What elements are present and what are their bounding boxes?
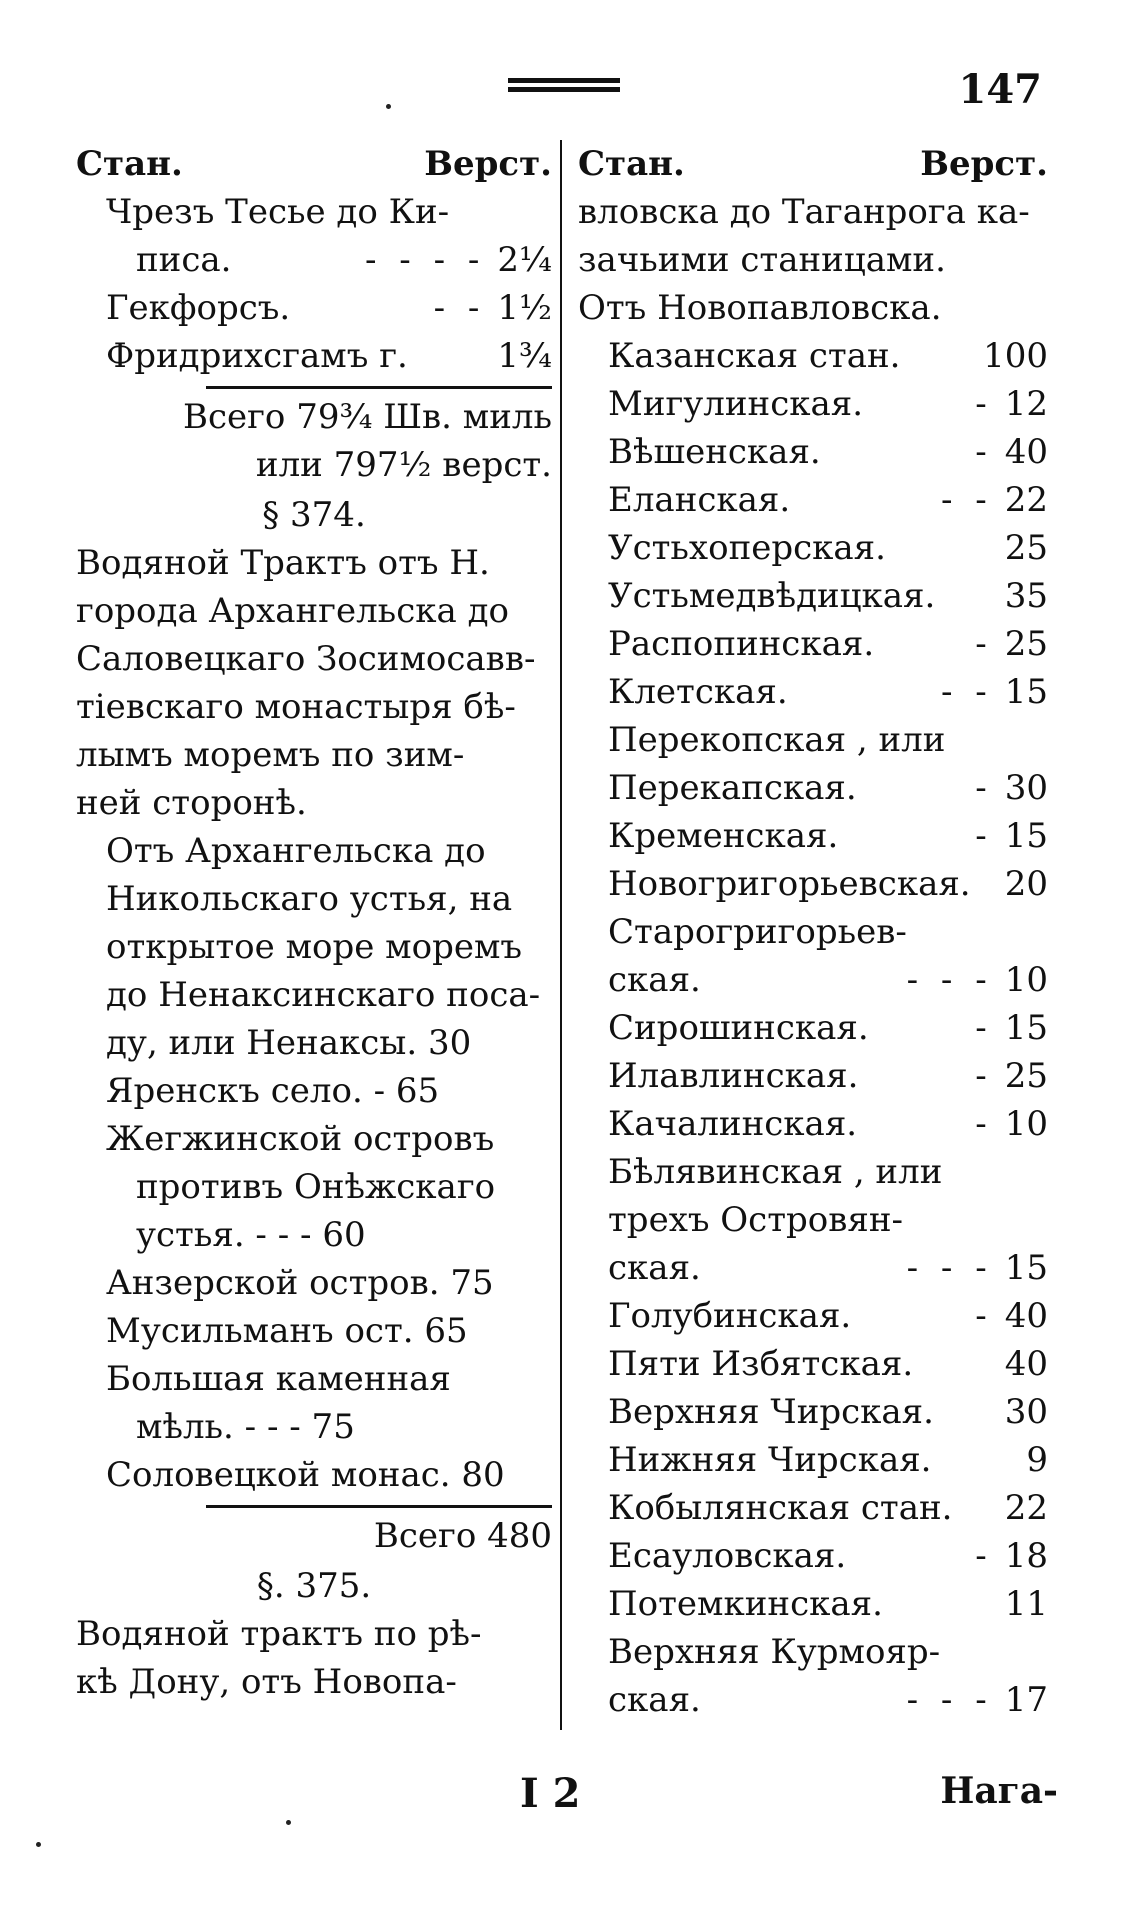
station-distance: 100 (983, 336, 1048, 376)
station-name: Голубинская. (608, 1296, 852, 1336)
station-row (578, 380, 1048, 428)
station-distance: 25 (1004, 624, 1048, 664)
station-row (578, 1484, 1048, 1532)
column-divider (560, 140, 562, 1730)
station-row (578, 1052, 1048, 1100)
station-row (578, 1292, 1048, 1340)
total-rule (206, 1505, 552, 1508)
text-line: Водяной трактъ по рѣ- (76, 1614, 482, 1654)
route-item (76, 1307, 552, 1355)
station-row (76, 332, 552, 380)
station-row (578, 620, 1048, 668)
station-name: трехъ Островян- (608, 1200, 904, 1240)
page-number: 147 (958, 66, 1042, 113)
right-column-header (578, 140, 1048, 188)
leader-dashes: - - - - (365, 240, 486, 280)
station-distance: 15 (1004, 1008, 1048, 1048)
station-name: Старогригорьев- (608, 912, 907, 952)
leader-dashes: - (975, 624, 993, 664)
station-name: Качалинская. (608, 1104, 858, 1144)
leader-dashes (935, 572, 1004, 620)
text-line: Анзерской остров. 75 (106, 1263, 494, 1303)
leader-dashes: - (975, 1296, 993, 1336)
leader-dashes (907, 908, 1048, 956)
text-line: Большая каменная (106, 1359, 451, 1399)
station-name: Бѣлявинская , или (608, 1152, 943, 1192)
text-line: противъ Онѣжскаго (136, 1167, 496, 1207)
station-distance: 35 (1004, 576, 1048, 616)
left-column (76, 140, 552, 1706)
ink-speck (286, 1820, 291, 1825)
text-line: устья. - - - 60 (136, 1215, 366, 1255)
text-line: мѣль. - - - 75 (136, 1407, 355, 1447)
station-distance: 18 (1004, 1536, 1048, 1576)
station-name: Устьхоперская. (608, 528, 886, 568)
leader-dashes (913, 1340, 1005, 1388)
leader-dashes (945, 716, 1048, 764)
leader-dashes (903, 1196, 1048, 1244)
station-name: Перекапская. (608, 768, 857, 808)
leader-dashes: - (975, 1008, 993, 1048)
route-list (76, 1067, 552, 1499)
catchword: Нага- (940, 1770, 1058, 1812)
station-distance: 1¾ (497, 336, 552, 376)
leader-dashes: - - - (906, 960, 993, 1000)
station-name: Верхняя Чирская. (608, 1392, 934, 1432)
leader-dashes (931, 1436, 1026, 1484)
station-name: Кременская. (608, 816, 839, 856)
route-item (76, 1067, 552, 1115)
text-line: Отъ Архангельска до (106, 831, 486, 871)
text-line: открытое море моремъ (106, 927, 523, 967)
station-row (578, 764, 1048, 812)
leader-dashes: - - (433, 288, 486, 328)
station-name: Потемкинская. (608, 1584, 883, 1624)
text-line: кѣ Дону, отъ Новопа- (76, 1662, 457, 1702)
total-line: или 797½ верст. (255, 445, 552, 485)
station-row (578, 428, 1048, 476)
station-row (578, 572, 1048, 620)
station-name: Пяти Избятская. (608, 1344, 914, 1384)
leader-dashes (408, 332, 498, 380)
station-distance: 30 (1004, 1392, 1048, 1432)
station-distance: 40 (1004, 432, 1048, 472)
station-distance: 40 (1004, 1344, 1048, 1384)
text-line: лымъ моремъ по зим- (76, 735, 465, 775)
station-row (76, 236, 552, 284)
leader-dashes: - (975, 816, 993, 856)
paragraph (76, 1610, 552, 1706)
station-row (578, 1676, 1048, 1724)
station-name: Вѣшенская. (608, 432, 821, 472)
text-line: Водяной Трактъ отъ Н. (76, 543, 490, 583)
station-distance: 25 (1004, 1056, 1048, 1096)
station-row (578, 332, 1048, 380)
station-distance: 10 (1004, 960, 1048, 1000)
station-row (578, 1244, 1048, 1292)
station-name: Есауловская. (608, 1536, 847, 1576)
route-item (76, 1259, 552, 1307)
leader-dashes: - (975, 432, 993, 472)
total-line: Всего 79¾ Шв. миль (182, 397, 552, 437)
text-line: вловска до Таганрога ка- (578, 192, 1030, 232)
station-name: Кобылянская стан. (608, 1488, 953, 1528)
station-row (578, 716, 1048, 764)
station-row (578, 524, 1048, 572)
leader-dashes (971, 860, 1005, 908)
text-line: до Ненаксинскаго поса- (106, 975, 541, 1015)
station-row (578, 1436, 1048, 1484)
ink-speck (386, 104, 391, 109)
station-name: Распопинская. (608, 624, 875, 664)
station-name: писа. (136, 240, 232, 280)
station-distance: 11 (1004, 1584, 1048, 1624)
station-row (578, 860, 1048, 908)
station-name: Мигулинская. (608, 384, 864, 424)
col-header-station: Стан. (578, 144, 685, 184)
station-row (578, 1628, 1048, 1676)
right-station-list (578, 332, 1048, 1724)
left-station-list (76, 284, 552, 380)
station-name: Нижняя Чирская. (608, 1440, 932, 1480)
text-line: Соловецкой монас. 80 (106, 1455, 505, 1495)
total-rule (206, 386, 552, 389)
station-distance: 12 (1004, 384, 1048, 424)
station-row (578, 476, 1048, 524)
right-column (578, 140, 1048, 1724)
signature-mark: I 2 (520, 1770, 581, 1817)
station-name: Еланская. (608, 480, 791, 520)
route-intro (76, 827, 552, 1067)
station-name: ская. (608, 1248, 701, 1288)
station-row (578, 1196, 1048, 1244)
station-distance: 40 (1004, 1296, 1048, 1336)
station-name: Казанская стан. (608, 336, 901, 376)
leader-dashes (942, 1148, 1048, 1196)
col-header-station: Стан. (76, 144, 183, 184)
station-row (578, 1532, 1048, 1580)
leader-dashes (940, 1628, 1048, 1676)
ink-speck (36, 1842, 41, 1847)
leader-dashes (886, 524, 1005, 572)
station-row (578, 812, 1048, 860)
leader-dashes: - (975, 384, 993, 424)
station-distance: 2¼ (497, 240, 552, 280)
col-header-versts: Верст. (424, 144, 552, 184)
station-name: ская. (608, 1680, 701, 1720)
total-line: Всего 480 (373, 1516, 552, 1556)
col-header-versts: Верст. (920, 144, 1048, 184)
station-name: Фридрихсгамъ г. (106, 336, 408, 376)
station-name: Гекфорсъ. (106, 288, 291, 328)
station-distance: 15 (1004, 1248, 1048, 1288)
section-number: §. 375. (256, 1566, 372, 1606)
header-double-rule (508, 78, 620, 92)
text-line: Мусильманъ ост. 65 (106, 1311, 468, 1351)
station-row (578, 908, 1048, 956)
station-row (578, 956, 1048, 1004)
station-name: Устьмедвѣдицкая. (608, 576, 936, 616)
route-item (76, 1355, 552, 1451)
station-row (578, 1148, 1048, 1196)
station-name: ская. (608, 960, 701, 1000)
station-distance: 22 (1004, 480, 1048, 520)
station-distance: 17 (1004, 1680, 1048, 1720)
text-line: города Архангельска до (76, 591, 509, 631)
station-row (578, 668, 1048, 716)
text-line: ду, или Ненаксы. 30 (106, 1023, 472, 1063)
intro-line: Чрезъ Тесье до Ки- (106, 192, 450, 232)
leader-dashes (900, 332, 983, 380)
leader-dashes: - (975, 1536, 993, 1576)
leader-dashes (952, 1484, 1004, 1532)
text-line: Отъ Новопавловска. (578, 288, 942, 328)
left-column-header (76, 140, 552, 188)
station-name: Верхняя Курмояр- (608, 1632, 941, 1672)
leader-dashes: - - (940, 480, 993, 520)
station-name: Перекопская , или (608, 720, 946, 760)
leader-dashes: - - (940, 672, 993, 712)
route-item (76, 1115, 552, 1259)
paragraph (76, 539, 552, 827)
station-name: Клетская. (608, 672, 788, 712)
station-distance: 1½ (497, 288, 552, 328)
station-name: Новогригорьевская. (608, 864, 971, 904)
station-row (578, 1580, 1048, 1628)
section-number: § 374. (262, 495, 366, 535)
station-distance: 15 (1004, 672, 1048, 712)
leader-dashes: - (975, 768, 993, 808)
station-name: Илавлинская. (608, 1056, 859, 1096)
station-distance: 9 (1026, 1440, 1048, 1480)
leader-dashes: - - - (906, 1680, 993, 1720)
text-line: Никольскаго устья, на (106, 879, 513, 919)
text-line: ней сторонѣ. (76, 783, 307, 823)
station-row (578, 1004, 1048, 1052)
leader-dashes (883, 1580, 1005, 1628)
station-distance: 10 (1004, 1104, 1048, 1144)
station-distance: 22 (1004, 1488, 1048, 1528)
text-line: тіевскаго монастыря бѣ- (76, 687, 516, 727)
station-row (578, 1340, 1048, 1388)
station-row (76, 284, 552, 332)
text-line: Жегжинской островъ (106, 1119, 495, 1159)
route-item (76, 1451, 552, 1499)
station-distance: 25 (1004, 528, 1048, 568)
text-line: Саловецкаго Зосимосавв- (76, 639, 536, 679)
station-distance: 20 (1004, 864, 1048, 904)
right-intro (578, 188, 1048, 332)
leader-dashes: - (975, 1056, 993, 1096)
station-distance: 30 (1004, 768, 1048, 808)
text-line: Яренскъ село. - 65 (106, 1071, 440, 1111)
text-line: зачьими станицами. (578, 240, 946, 280)
station-distance: 15 (1004, 816, 1048, 856)
leader-dashes (934, 1388, 1005, 1436)
leader-dashes: - - - (906, 1248, 993, 1288)
leader-dashes: - (975, 1104, 993, 1144)
station-row (578, 1388, 1048, 1436)
station-row (578, 1100, 1048, 1148)
station-name: Сирошинская. (608, 1008, 869, 1048)
